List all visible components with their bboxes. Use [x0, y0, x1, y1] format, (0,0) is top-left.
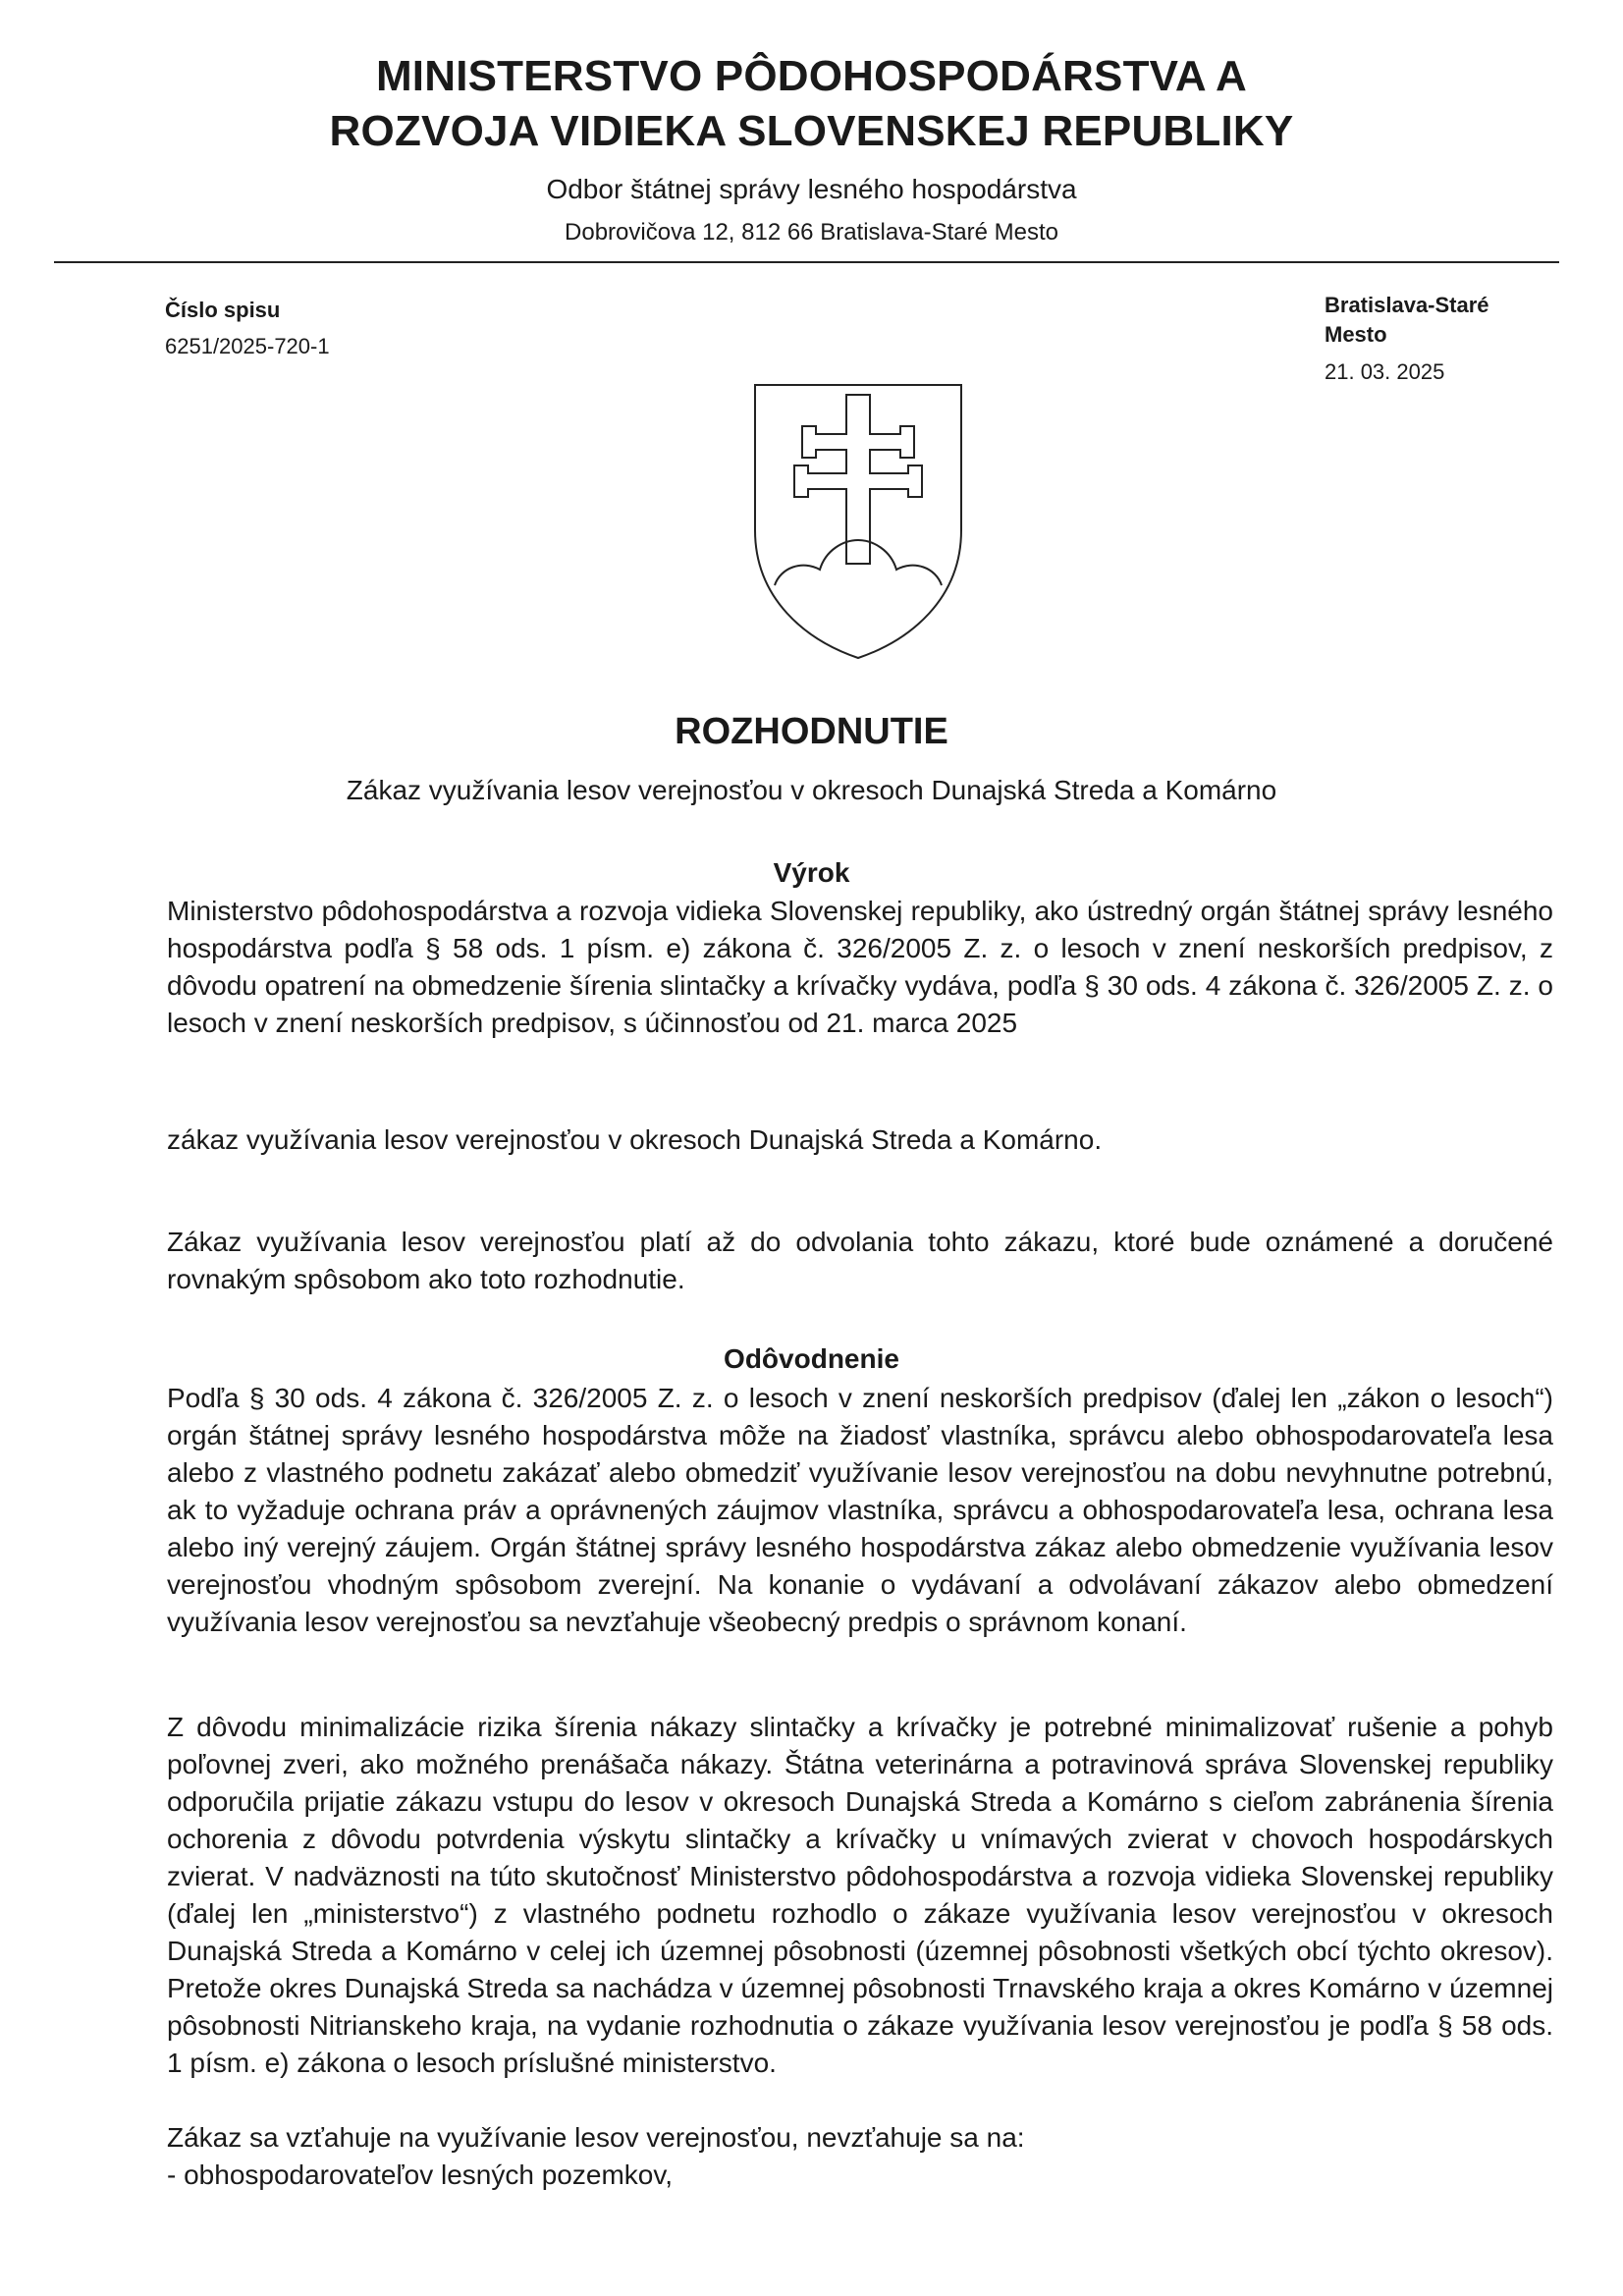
scope-list-item: - obhospodarovateľov lesných pozemkov, [167, 2159, 674, 2190]
justification-paragraph-1: Podľa § 30 ods. 4 zákona č. 326/2005 Z. z. o lesoch v znení neskorších predpisov (ďalej len „zákon o lesoch“) orgán štátnej správy lesného hospodárstva môže na žiadosť vlastníka, správcu alebo obhospodarovateľa lesa alebo z vlastného podnetu zakázať alebo obmedziť využívanie lesov verejnosťou na dobu nevyhnutne potrebnú, ak to vyžaduje ochrana práv a oprávnených záujmov vlastníka, správcu a obhospodarovateľa lesa, ochrana lesa alebo iný verejný záujem. Orgán štátnej správy lesného hospodárstva zákaz alebo obmedzenie využívania lesov verejnosťou vhodným spôsobom zverejní. Na konanie o vydávaní a odvolávaní zákazov alebo obmedzení využívania lesov verejnosťou sa nevzťahuje všeobecný predpis o správnom konaní. [167, 1383, 1553, 1637]
file-number-label: Číslo spisu [165, 298, 281, 322]
issue-date: 21. 03. 2025 [1325, 359, 1445, 384]
verdict-ban-paragraph: zákaz využívania lesov verejnosťou v okresoch Dunajská Streda a Komárno. [167, 1124, 1103, 1155]
justification-paragraph-2: Z dôvodu minimalizácie rizika šírenia nákazy slintačky a krívačky je potrebné minimalizovať rušenie a pohyb poľovnej zveri, ako možného prenášača nákazy. Štátna veterinárna a potravinová správa Slovenskej republiky odporučila prijatie zákazu vstupu do lesov v okresoch Dunajská Streda a Komárno s cieľom zabránenia šírenia ochorenia z dôvodu potvrdenia výskytu slintačky a krívačky u vnímavých zvierat v chovoch hospodárskych zvierat. V nadväznosti na túto skutočnosť Ministerstvo pôdohospodárstva a rozvoja vidieka Slovenskej republiky (ďalej len „ministerstvo“) z vlastného podnetu rozhodlo o zákaze využívania lesov verejnosťou v okresoch Dunajská Streda a Komárno v celej ich územnej pôsobnosti (územnej pôsobnosti všetkých obcí týchto okresov). Pretože okres Dunajská Streda sa nachádza v územnej pôsobnosti Trnavského kraja a okres Komárno v územnej pôsobnosti Nitrianskeho kraja, na vydanie rozhodnutia o zákaze využívania lesov verejnosťou je podľa § 58 ods. 1 písm. e) zákona o lesoch príslušné ministerstvo. [167, 1712, 1553, 2078]
justification-heading: Odôvodnenie [724, 1343, 899, 1374]
file-number: 6251/2025-720-1 [165, 334, 330, 358]
ministry-name [0, 49, 1623, 159]
verdict-validity-paragraph: Zákaz využívania lesov verejnosťou platí až do odvolania tohto zákazu, ktoré bude oznámené a doručené rovnakým spôsobom ako toto rozhodnutie. [167, 1227, 1553, 1294]
verdict-intro-paragraph: Ministerstvo pôdohospodárstva a rozvoja vidieka Slovenskej republiky, ako ústredný orgán štátnej správy lesného hospodárstva podľa § 58 ods. 1 písm. e) zákona č. 326/2005 Z. z. o lesoch v znení neskorších predpisov, z dôvodu opatrení na obmedzenie šírenia slintačky a krívačky vydáva, podľa § 30 ods. 4 zákona č. 326/2005 Z. z. o lesoch v znení neskorších predpisov, s účinnosťou od 21. marca 2025 [167, 896, 1553, 1038]
header-divider [54, 261, 1559, 263]
scope-intro: Zákaz sa vzťahuje na využívanie lesov verejnosťou, nevzťahuje sa na: [167, 2122, 1025, 2153]
ministry-address: Dobrovičova 12, 812 66 Bratislava-Staré Mesto [565, 219, 1058, 246]
decision-subtitle: Zákaz využívania lesov verejnosťou v okresoch Dunajská Streda a Komárno [346, 775, 1277, 805]
ministry-name-line1: MINISTERSTVO PÔDOHOSPODÁRSTVA A [375, 52, 1248, 100]
verdict-heading: Výrok [773, 857, 850, 888]
state-emblem-icon [753, 383, 963, 660]
department-name: Odbor štátnej správy lesného hospodárstva [546, 174, 1077, 204]
decision-title: ROZHODNUTIE [675, 711, 948, 752]
ministry-name-line2: ROZVOJA VIDIEKA SLOVENSKEJ REPUBLIKY [329, 107, 1294, 155]
issue-place: Bratislava-Staré Mesto [1325, 293, 1489, 347]
